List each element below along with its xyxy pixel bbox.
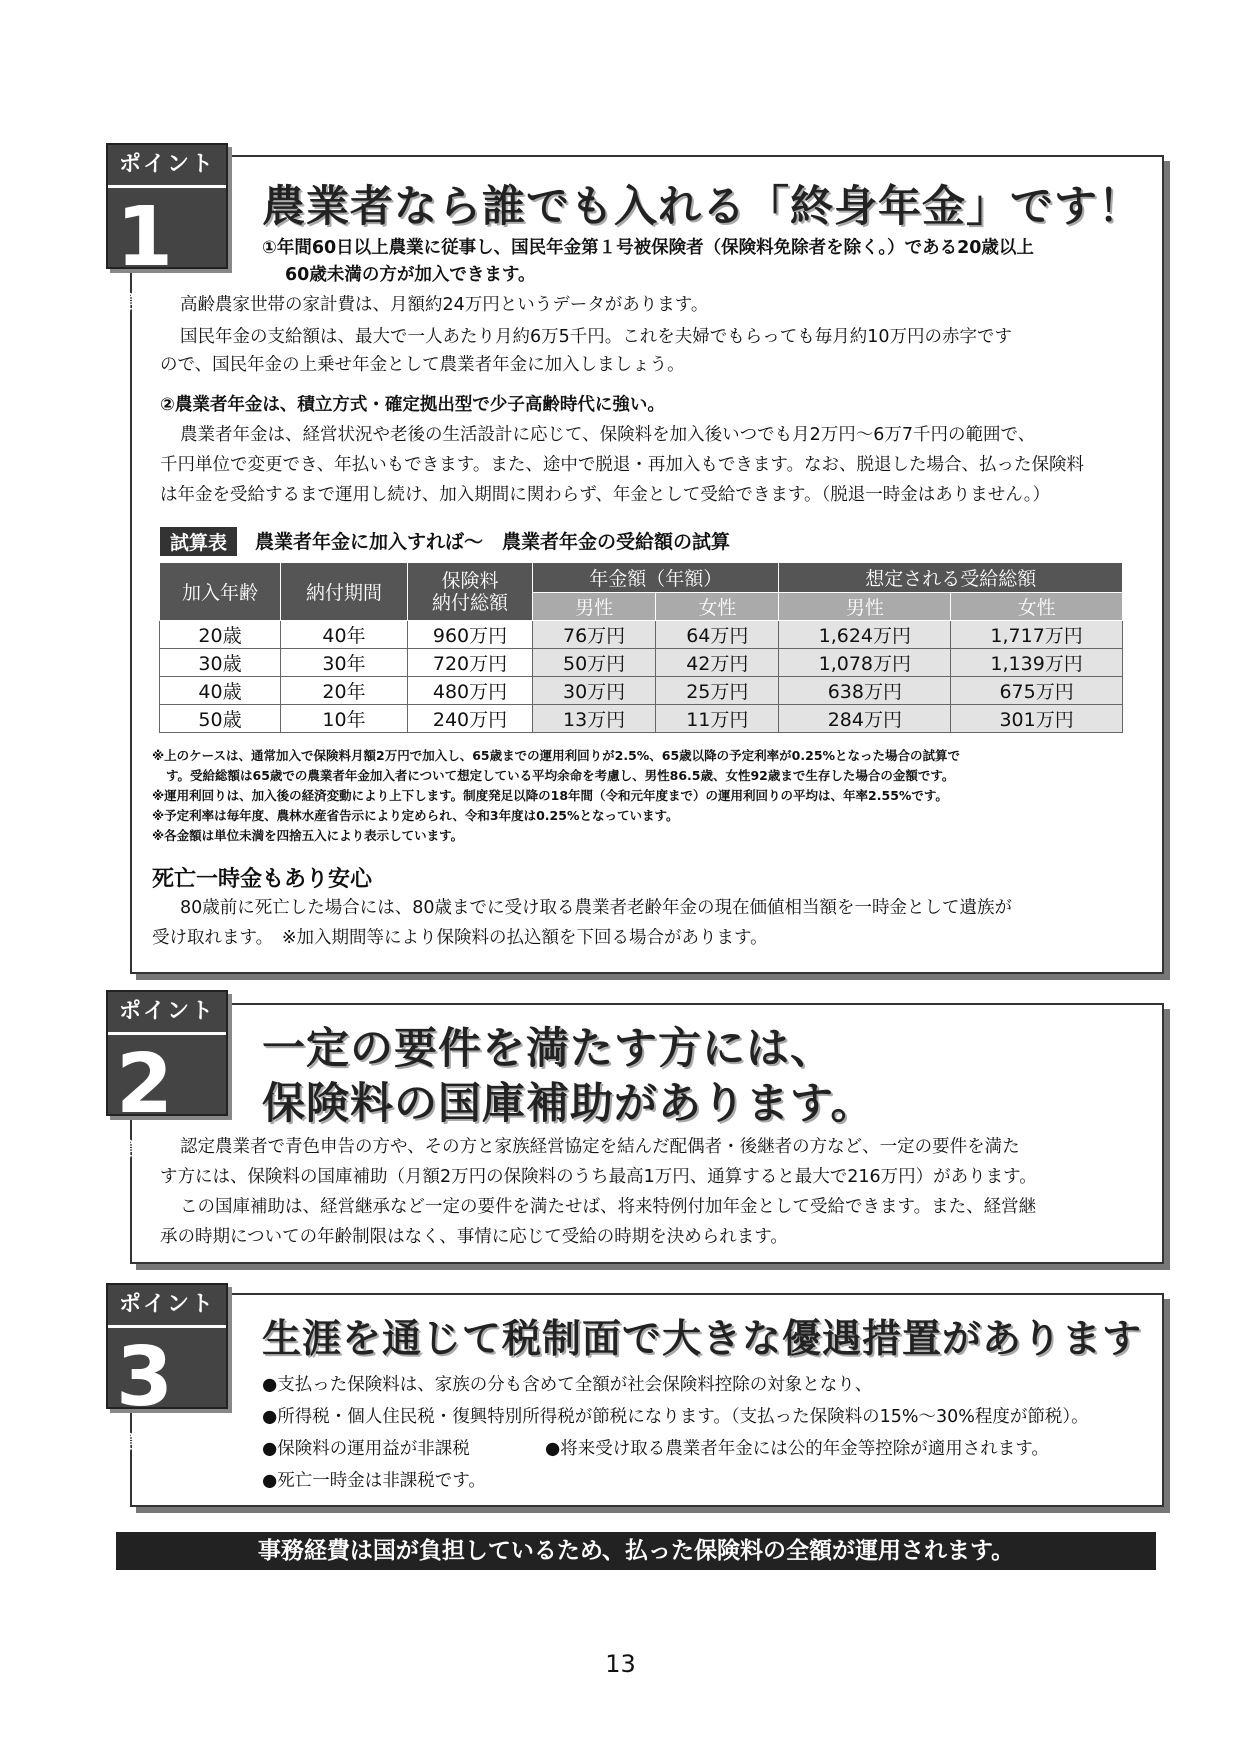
- header-annual-male: 男性: [533, 593, 656, 621]
- point3-badge: [106, 1283, 228, 1454]
- point2-para1-line2: す方には、保険料の国庫補助（月額2万円の保険料のうち最高1万円、通算すると最大で216万円）があります。: [160, 1167, 1037, 1187]
- note-3: ※予定利率は毎年度、農林水産省告示により定められ、令和3年度は0.25%となっています。: [152, 808, 679, 823]
- point3-bullet3a: ●保険料の運用益が非課税: [262, 1439, 470, 1459]
- table-cell: 675万円: [951, 677, 1123, 705]
- death-line2: 受け取れます。 ※加入期間等により保険料の払込額を下回る場合があります。: [152, 928, 768, 948]
- point1-para2-line1: 国民年金の支給額は、最大で一人あたり月約6万5千円。これを夫婦でもらっても毎月約10万円の赤字です: [180, 327, 1013, 347]
- table-cell: 1,624万円: [779, 621, 951, 649]
- death-line1: 80歳前に死亡した場合には、80歳までに受け取る農業者老齢年金の現在価値相当額を一時金として遺族が: [180, 898, 1013, 918]
- point1-title: 農業者なら誰でも入れる「終身年金」です！: [262, 182, 1142, 232]
- point1-para2-line2: ので、国民年金の上乗せ年金として農業者年金に加入しましょう。: [160, 355, 685, 375]
- point2-title-line2: 保険料の国庫補助があります。: [262, 1079, 875, 1129]
- table-cell: 50万円: [533, 649, 656, 677]
- table-cell: 20歳: [160, 621, 281, 649]
- point1-para3-line1: 農業者年金は、経営状況や老後の生活設計に応じて、保険料を加入後いつでも月2万円～6万7千円の範囲で、: [180, 425, 1036, 445]
- note-2: ※運用利回りは、加入後の経済変動により上下します。制度発足以降の18年間（令和元年度まで）の運用利回りの平均は、年率2.55%です。: [152, 788, 948, 803]
- table-cell: 40歳: [160, 677, 281, 705]
- note-4: ※各金額は単位未満を四捨五入により表示しています。: [152, 828, 464, 843]
- table-cell: 284万円: [779, 705, 951, 733]
- pension-table: [159, 562, 1123, 733]
- table-cell: 25万円: [656, 677, 779, 705]
- badge-number: 2: [116, 1037, 174, 1132]
- point1-para1: 高齢農家世帯の家計費は、月額約24万円というデータがあります。: [180, 295, 709, 315]
- point1-para3-line2: 千円単位で変更でき、年払いもできます。また、途中で脱退・再加入もできます。なお、脱退した場合、払った保険料: [160, 455, 1084, 475]
- table-cell: 301万円: [951, 705, 1123, 733]
- header-period: 納付期間: [281, 563, 408, 621]
- table-cell: 10年: [281, 705, 408, 733]
- table-cell: 30年: [281, 649, 408, 677]
- table-label: 試算表: [160, 527, 237, 556]
- table-cell: 76万円: [533, 621, 656, 649]
- point2-badge: [106, 990, 228, 1161]
- point3-bullet3b: ●将来受け取る農業者年金には公的年金等控除が適用されます。: [545, 1439, 1049, 1459]
- note-1-line2: す。受給総額は65歳での農業者年金加入者について想定している平均余命を考慮し、男性86.5歳、女性92歳まで生存した場合の金額です。: [166, 768, 955, 783]
- table-cell: 480万円: [408, 677, 533, 705]
- header-total: 想定される受給総額: [779, 563, 1123, 593]
- table-cell: 42万円: [656, 649, 779, 677]
- table-cell: 240万円: [408, 705, 533, 733]
- point1-badge: [106, 143, 228, 314]
- point1-para3-line3: は年金を受給するまで運用し続け、加入期間に関わらず、年金として受給できます。（脱退一時金はありません。）: [160, 485, 1051, 505]
- table-cell: 30歳: [160, 649, 281, 677]
- table-cell: 40年: [281, 621, 408, 649]
- table-cell: 1,078万円: [779, 649, 951, 677]
- point3-bullet2: ●所得税・個人住民税・復興特別所得税が節税になります。（支払った保険料の15%～30%程度が節税）。: [262, 1407, 1089, 1427]
- header-premium-line1: 保険料: [441, 569, 499, 592]
- header-total-female: 女性: [951, 593, 1123, 621]
- table-row: [160, 621, 1123, 649]
- point1-item2: ②農業者年金は、積立方式・確定拠出型で少子高齢時代に強い。: [160, 395, 665, 415]
- header-annual-female: 女性: [656, 593, 779, 621]
- table-cell: 960万円: [408, 621, 533, 649]
- point1-item1-line2: 60歳未満の方が加入できます。: [285, 265, 536, 285]
- table-row: [160, 677, 1123, 705]
- note-1-line1: ※上のケースは、通常加入で保険料月額2万円で加入し、65歳までの運用利回りが2.5%、65歳以降の予定利率が0.25%となった場合の試算で: [152, 748, 961, 763]
- badge-suffix: の説明: [108, 292, 166, 314]
- badge-top-label: ポイント: [108, 992, 226, 1035]
- table-cell: 30万円: [533, 677, 656, 705]
- table-cell: 64万円: [656, 621, 779, 649]
- table-title: 農業者年金に加入すれば～ 農業者年金の受給額の試算: [255, 531, 731, 553]
- point3-bullet4: ●死亡一時金は非課税です。: [262, 1471, 486, 1491]
- point3-title: 生涯を通じて税制面で大きな優遇措置があります: [262, 1317, 1143, 1362]
- badge-top-label: ポイント: [108, 1285, 226, 1328]
- table-row: [160, 705, 1123, 733]
- table-cell: 1,717万円: [951, 621, 1123, 649]
- table-row: [160, 649, 1123, 677]
- header-annual: 年金額（年額）: [533, 563, 779, 593]
- badge-number: 3: [116, 1330, 174, 1425]
- point2-para2-line1: この国庫補助は、経営継承など一定の要件を満たせば、将来特例付加年金として受給できます。また、経営継: [180, 1197, 1037, 1217]
- table-cell: 11万円: [656, 705, 779, 733]
- footer-bar: 事務経費は国が負担しているため、払った保険料の全額が運用されます。: [116, 1532, 1156, 1570]
- header-age: 加入年齢: [160, 563, 281, 621]
- header-premium: [408, 563, 533, 621]
- death-heading: 死亡一時金もあり安心: [152, 867, 373, 892]
- table-cell: 20年: [281, 677, 408, 705]
- point1-item1-line1: ①年間60日以上農業に従事し、国民年金第１号被保険者（保険料免除者を除く。）である20歳以上: [262, 238, 1034, 258]
- table-cell: 13万円: [533, 705, 656, 733]
- badge-number: 1: [116, 190, 174, 285]
- table-cell: 1,139万円: [951, 649, 1123, 677]
- table-cell: 720万円: [408, 649, 533, 677]
- table-cell: 638万円: [779, 677, 951, 705]
- badge-suffix: の説明: [108, 1139, 166, 1161]
- point2-para1-line1: 認定農業者で青色申告の方や、その方と家族経営協定を結んだ配偶者・後継者の方など、一定の要件を満た: [180, 1137, 1020, 1157]
- point3-bullet1: ●支払った保険料は、家族の分も含めて全額が社会保険料控除の対象となり、: [262, 1375, 873, 1395]
- header-premium-line2: 納付総額: [431, 591, 508, 614]
- page-number: 13: [605, 1650, 636, 1678]
- point2-para2-line2: 承の時期についての年齢制限はなく、事情に応じて受給の時期を決められます。: [160, 1227, 788, 1247]
- header-total-male: 男性: [779, 593, 951, 621]
- point2-title-line1: 一定の要件を満たす方には、: [262, 1024, 834, 1074]
- badge-top-label: ポイント: [108, 145, 226, 188]
- table-cell: 50歳: [160, 705, 281, 733]
- badge-suffix: の説明: [108, 1432, 166, 1454]
